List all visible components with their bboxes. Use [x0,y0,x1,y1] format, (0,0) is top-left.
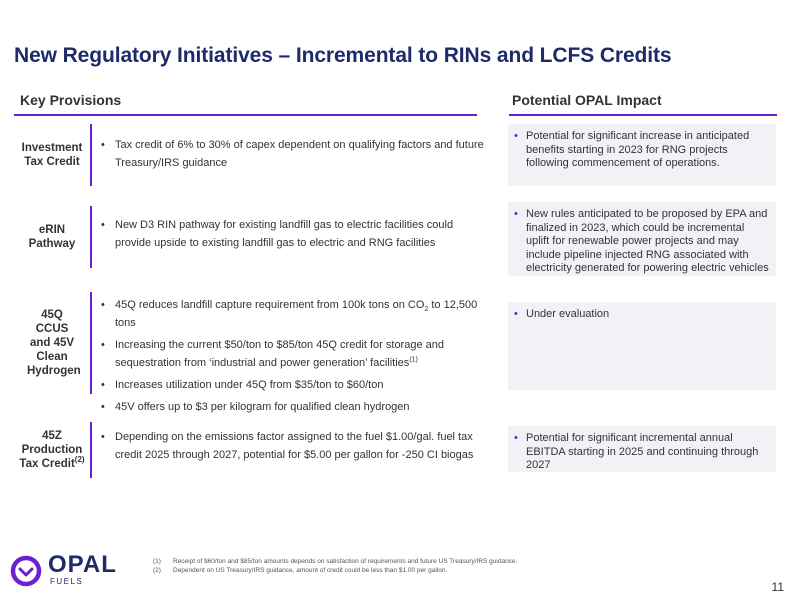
erin-pathway-impact [508,202,776,276]
logo-subtext: FUELS [50,577,84,586]
page-title: New Regulatory Initiatives – Incremental to RINs and LCFS Credits [14,44,672,67]
impact-bullet: • New rules anticipated to be proposed by EPA and finalized in 2023, which could be incremental uplift for renewable power projects and may include pipeline injected RNG associated with electricity generated for powering electric vehicles [526,208,770,276]
investment-tax-credit-impact [508,124,776,186]
provision-bullet: • Increasing the current $50/ton to $85/ton 45Q credit for storage and sequestration from ‘industrial and power generation’ facilities$^{(1)}$ [101,336,485,372]
footnotes [153,558,517,575]
provision-bullet: • Depending on the emissions factor assigned to the fuel $1.00/gal. fuel tax credit 2025 through 2027, potential for $5.00 per gallon for -250 CI biogas [101,428,485,464]
row-label-erin-pathway: eRIN Pathway [14,206,92,268]
45z-provisions [101,428,485,468]
row-label-45q-ccus-45v: 45Q CCUS and 45V Clean Hydrogen [14,292,92,394]
provision-bullet: • Tax credit of 6% to 30% of capex dependent on qualifying factors and future Treasury/IRS guidance [101,136,485,172]
opal-fuels-logo [10,553,150,589]
45q-45v-impact [508,302,776,390]
provision-bullet: • Increases utilization under 45Q from $35/ton to $60/ton [101,376,485,394]
row-label-investment-tax-credit: Investment Tax Credit [14,124,92,186]
logo-wordmark: OPAL [48,551,117,578]
footnote-1: (1) Receipt of $60/ton and $85/ton amounts depends on satisfaction of requirements and future US Treasury/IRS guidance. [153,558,518,565]
row-label-45z-production-tax-credit: 45Z Production Tax Credit$^{(2)}$ [14,422,92,478]
key-provisions-header: Key Provisions [20,92,122,108]
provision-bullet: • New D3 RIN pathway for existing landfill gas to electric facilities could provide upside to existing landfill gas to electric and RNG facilities [101,216,485,252]
investment-tax-credit-provisions [101,136,485,176]
provision-bullet: • 45Q reduces landfill capture requirement from 100k tons on $CO_2$ to 12,500 tons [101,296,485,332]
page-number: 11 [771,580,784,594]
impact-bullet: • Potential for significant incremental annual EBITDA starting in 2025 and continuing through 2027 [526,432,770,473]
impact-bullet: • Under evaluation [526,308,770,322]
45q-45v-provisions [101,296,485,420]
provision-bullet: • 45V offers up to $3 per kilogram for qualified clean hydrogen [101,398,485,416]
impact-bullet: • Potential for significant increase in anticipated benefits starting in 2023 for RNG projects following commencement of operations. [526,130,770,171]
opal-impact-header: Potential OPAL Impact [512,92,662,108]
45z-impact [508,426,776,472]
footnote-2: (2) Dependent on US Treasury/IRS guidance, amount of credit could be less than $1.00 per gallon. [153,566,448,574]
right-header-rule [509,114,777,116]
erin-pathway-provisions [101,216,485,256]
left-header-rule [14,114,477,116]
